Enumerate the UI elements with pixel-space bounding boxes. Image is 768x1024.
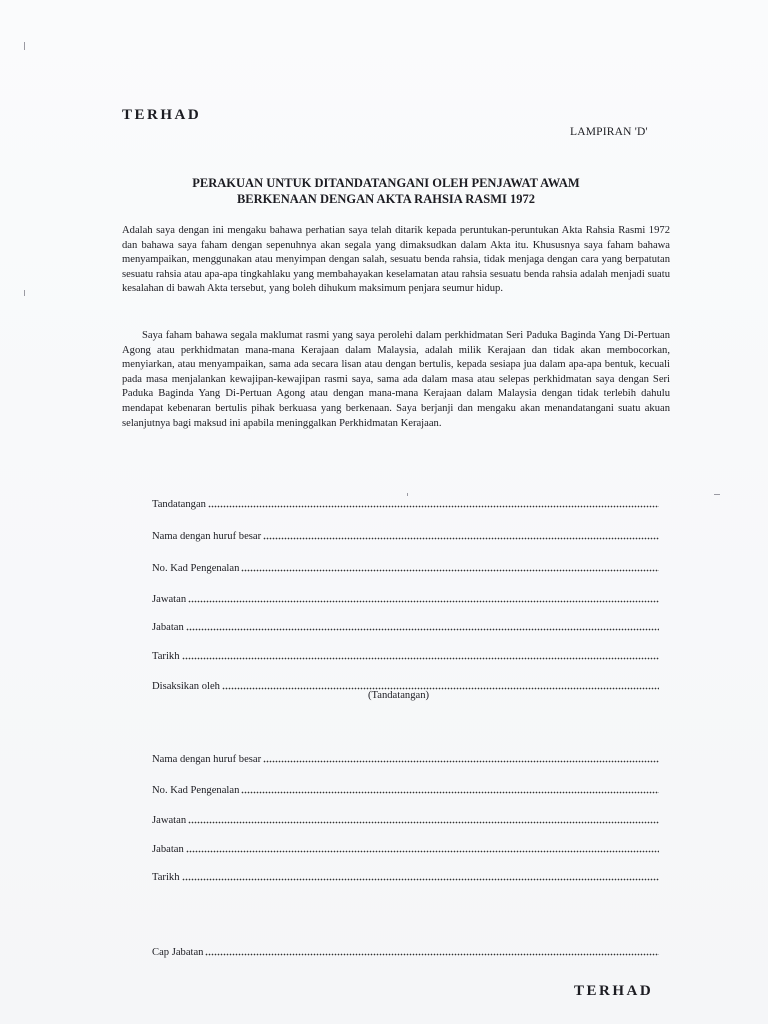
dotted-fill-line [241, 784, 659, 794]
field-label: Nama dengan huruf besar [152, 531, 262, 542]
field-label: Tandatangan [152, 499, 206, 510]
witness-department-field[interactable] [152, 839, 659, 855]
dotted-fill-line [208, 498, 659, 508]
dotted-fill-line [188, 814, 659, 824]
declaration-paragraph-2: Saya faham bahawa segala maklumat rasmi yang saya perolehi dalam perkhidmatan Seri Paduka Baginda Yang Di-Pertuan Agong atau perkhidmatan mana-mana Kerajaan dalam Malaysia, adalah milik Kerajaan dan tidak akan membocorkan, menyiarkan, atau menyampaikan, sama ada secara lisan atau dengan bertulis, kepada sesiapa jua dalam apa-apa bentuk, kecuali pada masa menjalankan kewajipan-kewajipan rasmi saya, sama ada dalam masa atau selepas perkhidmatan saya dengan Seri Paduka Baginda Yang Di-Pertuan Agong atau dengan mana-mana Kerajaan dalam Malaysia dengan tidak terlebih dahulu mendapat kebenaran bertulis pihak berkuasa yang berkenaan. Saya berjanji dan mengaku akan menandatangani suatu akuan selanjutnya bagi maksud ini apabila meninggalkan Perkhidmatan Kerajaan. [122, 330, 670, 429]
signature-field[interactable] [152, 494, 659, 510]
dotted-fill-line [241, 562, 659, 572]
scan-artifact [24, 290, 25, 296]
date-field[interactable] [152, 646, 659, 662]
scan-artifact [714, 494, 720, 495]
classification-header: TERHAD [122, 107, 202, 123]
department-stamp-field[interactable] [152, 942, 659, 958]
dotted-fill-line [222, 680, 659, 690]
name-field[interactable] [152, 526, 659, 542]
dotted-fill-line [263, 753, 659, 763]
dotted-fill-line [263, 530, 659, 540]
ic-number-field[interactable] [152, 558, 659, 574]
field-label: Jawatan [152, 815, 187, 826]
signature-caption: (Tandatangan) [368, 690, 430, 701]
witness-ic-number-field[interactable] [152, 780, 659, 796]
field-label: No. Kad Pengenalan [152, 563, 240, 574]
dotted-fill-line [182, 871, 660, 881]
field-label: Jawatan [152, 594, 187, 605]
scan-artifact [24, 42, 25, 50]
department-field[interactable] [152, 617, 659, 633]
field-label: Tarikh [152, 651, 180, 662]
field-label: Jabatan [152, 844, 184, 855]
dotted-fill-line [186, 621, 659, 631]
classification-footer: TERHAD [574, 983, 654, 999]
dotted-fill-line [188, 593, 659, 603]
attachment-label: LAMPIRAN 'D' [570, 126, 648, 138]
witness-name-field[interactable] [152, 749, 659, 765]
field-label: Disaksikan oleh [152, 681, 220, 692]
field-label: Jabatan [152, 622, 184, 633]
field-label: No. Kad Pengenalan [152, 785, 240, 796]
witness-position-field[interactable] [152, 810, 659, 826]
field-label: Tarikh [152, 872, 180, 883]
document-title-line-1: PERAKUAN UNTUK DITANDATANGANI OLEH PENJAWAT AWAM [192, 176, 580, 190]
dotted-fill-line [182, 650, 660, 660]
dotted-fill-line [186, 843, 659, 853]
dotted-fill-line [205, 946, 659, 956]
position-field[interactable] [152, 589, 659, 605]
field-label: Nama dengan huruf besar [152, 754, 262, 765]
witness-date-field[interactable] [152, 867, 659, 883]
document-title-line-2: BERKENAAN DENGAN AKTA RAHSIA RASMI 1972 [236, 192, 536, 206]
declaration-paragraph-1: Adalah saya dengan ini mengaku bahawa perhatian saya telah ditarik kepada peruntukan-peruntukan Akta Rahsia Rasmi 1972 dan bahawa saya faham dengan sepenuhnya akan segala yang dimaksudkan dalam Akta itu. Khususnya saya faham bahawa menyampaikan, menggunakan atau menyimpan dengan salah, sesuatu benda rahsia, tidak menjaga dengan cara yang berpatutan sesuatu rahsia atau apa-apa tingkahlaku yang membahayakan keselamatan atau rahsia sesuatu benda rahsia adalah menjadi suatu kesalahan di bawah Akta tersebut, yang boleh dihukum maksimum penjara seumur hidup. [122, 225, 670, 295]
field-label: Cap Jabatan [152, 947, 204, 958]
